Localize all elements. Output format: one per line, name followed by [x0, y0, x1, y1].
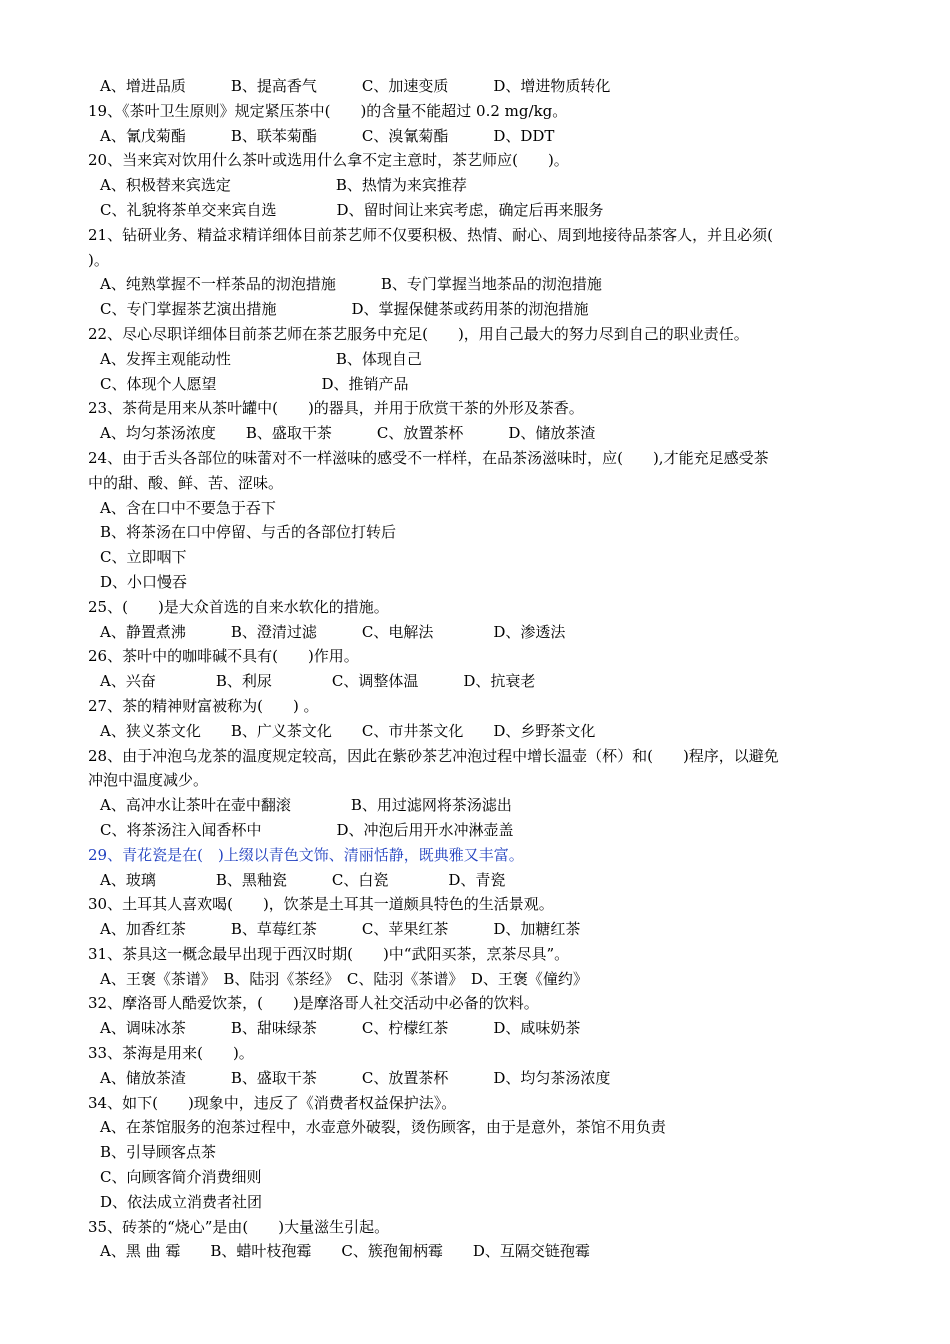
answer-options: B、将茶汤在口中停留、与舌的各部位打转后 [100, 523, 397, 542]
answer-options: C、体现个人愿望 D、推销产品 [100, 374, 409, 393]
question-text: 冲泡中温度减少。 [88, 771, 209, 790]
answer-options: B、引导顾客点茶 [100, 1143, 217, 1162]
answer-options: A、氰戊菊酯 B、联苯菊酯 C、溴氰菊酯 D、DDT [100, 126, 555, 145]
answer-options: A、纯熟掌握不一样茶品的沏泡措施 B、专门掌握当地茶品的沏泡措施 [100, 275, 602, 294]
question-text: 中的甜、酸、鲜、苦、涩味。 [88, 473, 284, 492]
answer-options: A、王褒《茶谱》 B、陆羽《茶经》 C、陆羽《茶谱》 D、王褒《僮约》 [100, 969, 588, 988]
question-text: 22、尽心尽职详细体目前茶艺师在茶艺服务中充足( )，用自己最大的努力尽到自己的职业责任。 [88, 324, 749, 343]
answer-options: C、礼貌将茶单交来宾自选 D、留时间让来宾考虑，确定后再来服务 [100, 200, 604, 219]
answer-options: A、在茶馆服务的泡茶过程中，水壶意外破裂，烫伤顾客，由于是意外，茶馆不用负责 [100, 1118, 666, 1137]
answer-options: A、增进品质 B、提高香气 C、加速变质 D、增进物质转化 [100, 77, 611, 95]
question-text: 21、钻研业务、精益求精详细体目前茶艺师不仅要积极、热情、耐心、周到地接待品茶客人，并且必须( [88, 225, 773, 244]
answer-options: A、黑 曲 霉 B、蜡叶枝孢霉 C、簇孢匍柄霉 D、互隔交链孢霉 [100, 1242, 590, 1261]
question-text: 26、茶叶中的咖啡碱不具有( )作用。 [88, 647, 359, 666]
answer-options: A、静置煮沸 B、澄清过滤 C、电解法 D、渗透法 [100, 622, 566, 641]
answer-options: A、均匀茶汤浓度 B、盛取干茶 C、放置茶杯 D、储放茶渣 [100, 424, 596, 443]
question-text: 25、( )是大众首选的自来水软化的措施。 [88, 597, 389, 616]
question-text: 24、由于舌头各部位的味蕾对不一样滋味的感受不一样样，在品茶汤滋味时，应( ),才能充足感受茶 [88, 448, 769, 467]
answer-options: C、立即咽下 [100, 548, 187, 567]
answer-options: A、储放茶渣 B、盛取干茶 C、放置茶杯 D、均匀茶汤浓度 [100, 1068, 611, 1087]
question-list [88, 74, 868, 1264]
answer-options: C、将茶汤注入闻香杯中 D、冲泡后用开水冲淋壶盖 [100, 820, 514, 839]
answer-options: D、依法成立消费者社团 [100, 1192, 263, 1211]
question-text: 27、茶的精神财富被称为( ) 。 [88, 696, 319, 715]
question-text: 32、摩洛哥人酷爱饮茶，( )是摩洛哥人社交活动中必备的饮料。 [88, 994, 539, 1013]
answer-options: A、含在口中不要急于吞下 [100, 498, 276, 517]
answer-options: A、高冲水让茶叶在壶中翻滚 B、用过滤网将茶汤滤出 [100, 796, 512, 815]
answer-options: C、专门掌握茶艺演出措施 D、掌握保健茶或药用茶的沏泡措施 [100, 300, 589, 319]
answer-options: A、狭义茶文化 B、广义茶文化 C、市井茶文化 D、乡野茶文化 [100, 721, 596, 740]
question-text: 31、茶具这一概念最早出现于西汉时期( )中“武阳买茶，烹茶尽具”。 [88, 944, 570, 963]
question-text: 30、土耳其人喜欢喝( )，饮茶是土耳其一道颇具特色的生活景观。 [88, 895, 554, 914]
answer-options: D、小口慢吞 [100, 572, 188, 591]
answer-options: A、加香红茶 B、草莓红茶 C、苹果红茶 D、加糖红茶 [100, 920, 581, 939]
question-text: 34、如下( )现象中，违反了《消费者权益保护法》。 [88, 1093, 457, 1112]
question-text: 35、砖茶的“烧心”是由( )大量滋生引起。 [88, 1217, 390, 1236]
answer-options: A、兴奋 B、利尿 C、调整体温 D、抗衰老 [100, 672, 536, 691]
answer-options: C、向顾客简介消费细则 [100, 1168, 262, 1187]
answer-options: A、积极替来宾选定 B、热情为来宾推荐 [100, 176, 467, 195]
question-text: )。 [88, 250, 109, 269]
question-text: 29、青花瓷是在( )上缀以青色文饰、清丽恬静，既典雅又丰富。 [88, 845, 524, 864]
question-text: 23、茶荷是用来从茶叶罐中( )的器具，并用于欣赏干茶的外形及茶香。 [88, 399, 584, 418]
question-text: 28、由于冲泡乌龙茶的温度规定较高，因此在紫砂茶艺冲泡过程中增长温壶（杯）和( )程序，以避免 [88, 746, 779, 765]
question-text: 33、茶海是用来( )。 [88, 1044, 254, 1063]
question-text: 19、《茶叶卫生原则》规定紧压茶中( )的含量不能超过 0.2 mg/kg。 [88, 101, 568, 120]
answer-options: A、玻璃 B、黑釉瓷 C、白瓷 D、青瓷 [100, 870, 506, 889]
answer-options: A、调味冰茶 B、甜味绿茶 C、柠檬红茶 D、咸味奶茶 [100, 1019, 581, 1038]
question-text: 20、当来宾对饮用什么茶叶或选用什么拿不定主意时，茶艺师应( )。 [88, 151, 569, 170]
answer-options: A、发挥主观能动性 B、体现自己 [100, 349, 422, 368]
